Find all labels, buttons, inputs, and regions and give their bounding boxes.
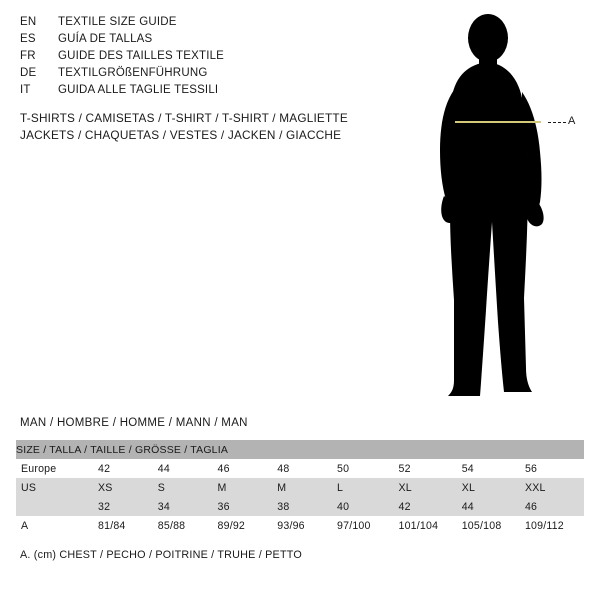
table-row (16, 497, 584, 516)
table-row (16, 478, 584, 497)
table-header-row (16, 440, 584, 459)
language-code: FR (20, 50, 36, 62)
cell: 97/100 (333, 516, 394, 535)
cell: 52 (395, 459, 458, 478)
cell: 48 (273, 459, 333, 478)
cell: 38 (273, 497, 333, 516)
cell: 109/112 (521, 516, 584, 535)
row-label: A (16, 516, 94, 535)
silhouette-icon (400, 10, 600, 410)
table-title: MAN / HOMBRE / HOMME / MANN / MAN (20, 417, 248, 429)
cell: XL (458, 478, 521, 497)
cell: 50 (333, 459, 394, 478)
row-label (16, 497, 94, 516)
table-row (16, 459, 584, 478)
cell: 46 (521, 497, 584, 516)
language-text: GUIDA ALLE TAGLIE TESSILI (58, 84, 219, 96)
table-footnote: A. (cm) CHEST / PECHO / POITRINE / TRUHE / PETTO (20, 549, 302, 561)
cell: 54 (458, 459, 521, 478)
table-header-label: SIZE / TALLA / TAILLE / GRÖSSE / TAGLIA (16, 440, 584, 459)
language-code: DE (20, 67, 37, 79)
cell: 93/96 (273, 516, 333, 535)
cell: 42 (94, 459, 154, 478)
cell: 44 (458, 497, 521, 516)
language-row (20, 33, 380, 50)
category-tshirts: T-SHIRTS / CAMISETAS / T-SHIRT / T-SHIRT / MAGLIETTE (20, 111, 348, 125)
language-text: TEXTILGRÖßENFÜHRUNG (58, 67, 208, 79)
language-row (20, 67, 380, 84)
language-text: TEXTILE SIZE GUIDE (58, 16, 177, 28)
language-row (20, 16, 380, 33)
cell: XS (94, 478, 154, 497)
cell: 36 (214, 497, 274, 516)
cell: 81/84 (94, 516, 154, 535)
cell: 89/92 (214, 516, 274, 535)
cell: 32 (94, 497, 154, 516)
cell: 34 (154, 497, 214, 516)
language-code: EN (20, 16, 37, 28)
language-list (20, 16, 380, 101)
cell: 105/108 (458, 516, 521, 535)
language-row (20, 84, 380, 101)
cell: S (154, 478, 214, 497)
language-text: GUÍA DE TALLAS (58, 33, 153, 45)
cell: 44 (154, 459, 214, 478)
size-table (16, 440, 584, 535)
cell: L (333, 478, 394, 497)
cell: 85/88 (154, 516, 214, 535)
cell: M (273, 478, 333, 497)
row-label: US (16, 478, 94, 497)
language-row (20, 50, 380, 67)
category-jackets: JACKETS / CHAQUETAS / VESTES / JACKEN / GIACCHE (20, 128, 342, 142)
table-row (16, 516, 584, 535)
cell: 40 (333, 497, 394, 516)
cell: M (214, 478, 274, 497)
language-text: GUIDE DES TAILLES TEXTILE (58, 50, 225, 62)
cell: 42 (395, 497, 458, 516)
row-label: Europe (16, 459, 94, 478)
garment-categories (20, 110, 400, 144)
cell: 46 (214, 459, 274, 478)
cell: XXL (521, 478, 584, 497)
measure-leader-line (548, 122, 566, 124)
body-silhouette-illustration (400, 10, 600, 410)
cell: XL (395, 478, 458, 497)
cell: 101/104 (395, 516, 458, 535)
language-code: IT (20, 84, 31, 96)
language-code: ES (20, 33, 36, 45)
measure-marker-label: A (568, 115, 576, 127)
cell: 56 (521, 459, 584, 478)
